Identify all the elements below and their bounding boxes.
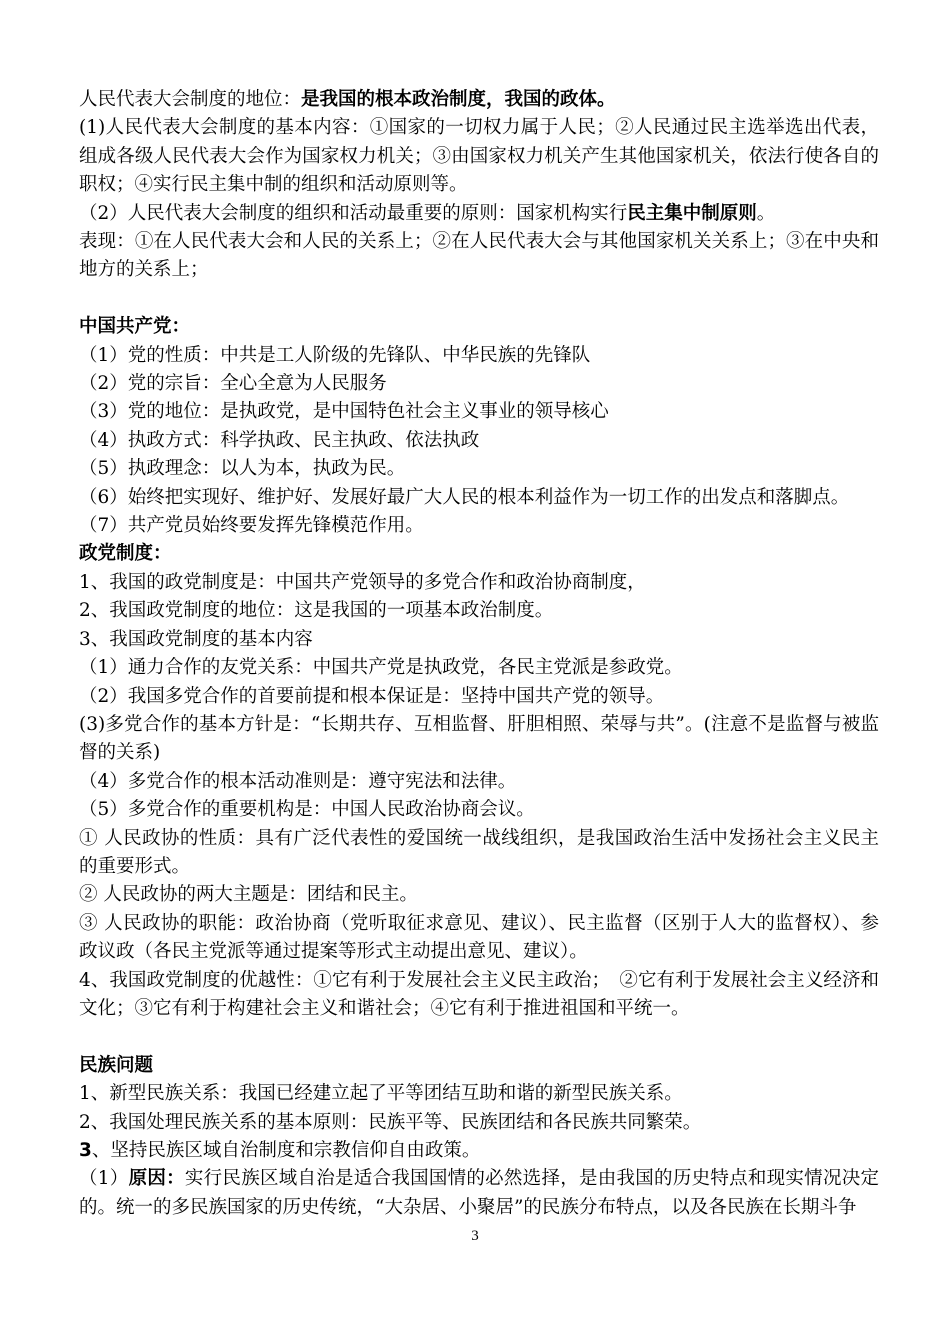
- ethnic-reason-paragraph: [79, 1165, 879, 1222]
- page-number: 3: [471, 1228, 479, 1244]
- npc-status-label: 人民代表大会制度的地位：: [79, 89, 302, 110]
- npc-principle-text: （2）人民代表大会制度的组织和活动最重要的原则：国家机构实行: [79, 202, 628, 224]
- party-system-line: 3、我国政党制度的基本内容: [79, 628, 313, 650]
- cpc-item: （4）执政方式：科学执政、民主执政、依法执政: [79, 429, 480, 451]
- document-body: [79, 86, 879, 1222]
- blank-line: [79, 1023, 879, 1051]
- cpc-item: （1）党的性质：中共是工人阶级的先锋队、中华民族的先锋队: [79, 344, 591, 366]
- npc-status-bold: 是我国的根本政治制度，我国的政体。: [301, 89, 616, 110]
- party-system-line: （1）通力合作的友党关系：中国共产党是执政党，各民主党派是参政党。: [79, 657, 683, 679]
- cpc-item: （6）始终把实现好、维护好、发展好最广大人民的根本利益作为一切工作的出发点和落脚点。: [79, 486, 850, 508]
- ethnic-heading: 民族问题: [79, 1054, 154, 1076]
- blank-line: [79, 285, 879, 313]
- ethnic-line: 2、我国处理民族关系的基本原则：民族平等、民族团结和各民族共同繁荣。: [79, 1111, 702, 1133]
- ethnic-line-text: 、坚持民族区域自治制度和宗教信仰自由政策。: [91, 1140, 481, 1161]
- party-system-line: （5）多党合作的重要机构是：中国人民政治协商会议。: [79, 799, 535, 821]
- cpc-heading: 中国共产党：: [79, 316, 191, 338]
- party-system-line: ① 人民政协的性质：具有广泛代表性的爱国统一战线组织，是我国政治生活中发扬社会主义民主的重要形式。: [79, 827, 879, 877]
- ethnic-reason-text: 实行民族区域自治是适合我国国情的必然选择，是由我国的历史特点和现实情况决定的。统一的多民族国家的历史传统，“大杂居、小聚居”的民族分布特点，以及各民族在长期斗争: [79, 1168, 879, 1218]
- npc-principle-end: 。: [756, 202, 776, 224]
- npc-content-paragraph: (1)人民代表大会制度的基本内容：①国家的一切权力属于人民；②人民通过民主选举选出代表，组成各级人民代表大会作为国家权力机关；③由国家权力机关产生其他国家机关，依法行使各自的职权；④实行民主集中制的组织和活动原则等。: [79, 117, 879, 196]
- npc-manifestation-paragraph: 表现：①在人民代表大会和人民的关系上；②在人民代表大会与其他国家机关关系上；③在中央和地方的关系上；: [79, 231, 879, 281]
- party-system-heading: 政党制度：: [79, 543, 172, 565]
- ethnic-reason-prefix: （1）: [79, 1168, 129, 1190]
- party-system-line: （2）我国多党合作的首要前提和根本保证是：坚持中国共产党的领导。: [79, 685, 665, 707]
- party-system-line: （4）多党合作的根本活动准则是：遵守宪法和法律。: [79, 770, 517, 792]
- npc-principle-bold: 民主集中制原则: [627, 202, 757, 224]
- party-system-line: 2、我国政党制度的地位：这是我国的一项基本政治制度。: [79, 600, 554, 622]
- ethnic-reason-bold: 原因：: [128, 1168, 185, 1190]
- party-system-line: 4、我国政党制度的优越性：①它有利于发展社会主义民主政治； ②它有利于发展社会主义经济和文化；③它有利于构建社会主义和谐社会；④它有利于推进祖国和平统一。: [79, 969, 879, 1019]
- cpc-item: （5）执政理念：以人为本，执政为民。: [79, 458, 406, 480]
- cpc-item: （7）共产党员始终要发挥先锋模范作用。: [79, 515, 424, 537]
- npc-principle-line: [79, 200, 879, 228]
- cpc-item: （2）党的宗旨：全心全意为人民服务: [79, 373, 387, 395]
- ethnic-line: [79, 1137, 879, 1165]
- npc-status-line: [79, 86, 879, 114]
- ethnic-line: 1、新型民族关系：我国已经建立起了平等团结互助和谐的新型民族关系。: [79, 1083, 683, 1105]
- party-system-line: 1、我国的政党制度是：中国共产党领导的多党合作和政治协商制度，: [79, 571, 646, 593]
- party-system-line: (3)多党合作的基本方针是：“长期共存、互相监督、肝胆相照、荣辱与共”。(注意不是监督与被监督的关系): [79, 713, 879, 764]
- party-system-line: ③ 人民政协的职能：政治协商（党听取征求意见、建议）、民主监督（区别于人大的监督权）、参政议政（各民主党派等通过提案等形式主动提出意见、建议）。: [79, 912, 879, 963]
- party-system-line: ② 人民政协的两大主题是：团结和民主。: [79, 884, 418, 906]
- ethnic-line-number: 3: [79, 1140, 92, 1161]
- cpc-item: （3）党的地位：是执政党，是中国特色社会主义事业的领导核心: [79, 401, 609, 423]
